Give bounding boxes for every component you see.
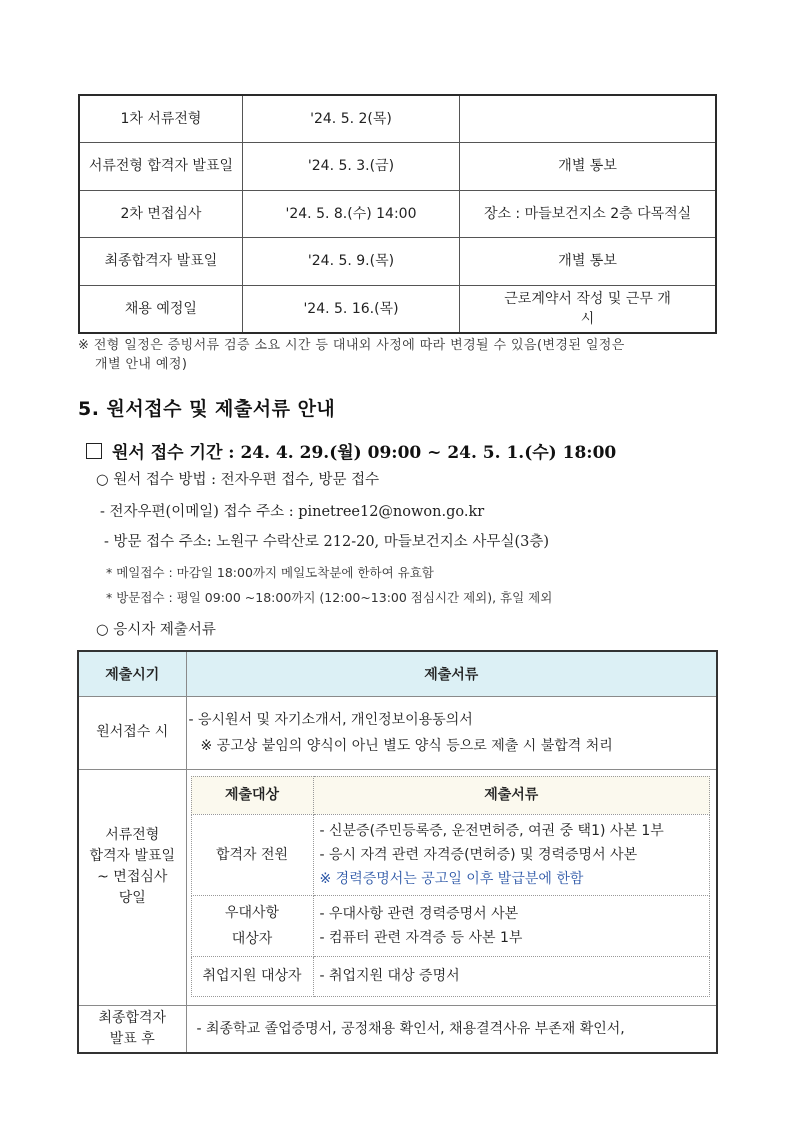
table-row: [78, 696, 717, 769]
doc-item: - 응시 자격 관련 자격증(면허증) 및 경력증명서 사본: [319, 846, 638, 863]
time-cell: 원서접수 시: [78, 696, 186, 769]
target-cell: [191, 895, 313, 956]
time-line: 당일: [118, 890, 146, 906]
table-row: [79, 95, 716, 143]
table-row: [78, 1005, 717, 1053]
note-cell: 근로계약서 작성 및 근무 개시: [460, 285, 716, 333]
stage-cell: 채용 예정일: [79, 285, 242, 333]
schedule-note-line1: ※ 전형 일정은 증빙서류 검증 소요 시간 등 대내외 사정에 따라 변경될 수 있음(변경된 일정은: [78, 338, 625, 353]
note-cell: 장소 : 마들보건지소 2층 다목적실: [460, 190, 716, 238]
doc-item: - 최종학교 졸업증명서, 공정채용 확인서, 채용결격사유 부존재 확인서,: [196, 1020, 625, 1037]
table-row: [79, 285, 716, 333]
table-row: [79, 143, 716, 191]
target-cell: 취업지원 대상자: [191, 956, 313, 996]
stage-cell: 2차 면접심사: [79, 190, 242, 238]
docs-heading: ○ 응시자 제출서류: [96, 622, 216, 638]
square-bullet-icon: [86, 443, 102, 459]
doc-highlight-note: ※ 경력증명서는 공고일 이후 발급분에 한함: [319, 870, 584, 887]
target-cell: 합격자 전원: [191, 814, 313, 895]
docs-cell: [186, 769, 717, 1005]
section-title: 5. 원서접수 및 제출서류 안내: [78, 398, 336, 420]
stage-cell: 서류전형 합격자 발표일: [79, 143, 242, 191]
table-row: [79, 238, 716, 286]
application-method: ○ 원서 접수 방법 : 전자우편 접수, 방문 접수: [96, 472, 380, 488]
column-header-docs: 제출서류: [186, 651, 717, 696]
docs-cell: [186, 696, 717, 769]
inner-docs-cell: [313, 895, 710, 956]
time-line: 발표 후: [109, 1030, 155, 1047]
table-header-row: [78, 651, 717, 696]
visit-note: * 방문접수 : 평일 09:00 ~18:00까지 (12:00~13:00 점심시간 제외), 휴일 제외: [106, 590, 553, 605]
mail-note: * 메일접수 : 마감일 18:00까지 메일도착분에 한하여 유효함: [106, 565, 434, 580]
note-cell: 개별 통보: [460, 143, 716, 191]
time-line: 합격자 발표일: [89, 848, 176, 864]
inner-header-docs: 제출서류: [313, 776, 710, 814]
table-row: [78, 769, 717, 1005]
column-header-time: 제출시기: [78, 651, 186, 696]
schedule-table: [78, 94, 717, 334]
inner-row: [191, 814, 710, 895]
inner-docs-cell: [313, 956, 710, 996]
inner-docs-cell: [313, 814, 710, 895]
doc-item: - 신분증(주민등록증, 운전면허증, 여권 중 택1) 사본 1부: [319, 822, 664, 839]
time-line: ~ 면접심사: [97, 869, 168, 885]
application-period-text: 원서 접수 기간 : 24. 4. 29.(월) 09:00 ~ 24. 5. 1.(수) 18:00: [112, 443, 617, 463]
inner-header-target: 제출대상: [191, 776, 313, 814]
inner-header-row: [191, 776, 710, 814]
date-cell: '24. 5. 2(목): [242, 95, 459, 143]
note-cell: [460, 95, 716, 143]
doc-item: - 컴퓨터 관련 자격증 등 사본 1부: [319, 929, 523, 946]
doc-warning: ※ 공고상 붙임의 양식이 아닌 별도 양식 등으로 제출 시 불합격 처리: [200, 737, 613, 754]
date-cell: '24. 5. 9.(목): [242, 238, 459, 286]
time-cell: [78, 769, 186, 1005]
inner-documents-table: [191, 776, 711, 997]
date-cell: '24. 5. 16.(목): [242, 285, 459, 333]
doc-item: - 취업지원 대상 증명서: [319, 968, 460, 984]
schedule-note: [78, 336, 728, 374]
date-cell: '24. 5. 8.(수) 14:00: [242, 190, 459, 238]
schedule-note-line2: 개별 안내 예정): [95, 357, 188, 372]
inner-row: [191, 895, 710, 956]
stage-cell: 1차 서류전형: [79, 95, 242, 143]
table-row: [79, 190, 716, 238]
visit-address-line: - 방문 접수 주소: 노원구 수락산로 212-20, 마들보건지소 사무실(3층): [104, 534, 549, 550]
email-address-line: - 전자우편(이메일) 접수 주소 : pinetree12@nowon.go.kr: [100, 504, 485, 520]
doc-item: - 우대사항 관련 경력증명서 사본: [319, 905, 519, 922]
target-line: 대상자: [231, 930, 273, 947]
application-period: [86, 438, 616, 463]
time-line: 서류전형: [105, 827, 160, 843]
documents-table: [77, 650, 718, 1054]
time-line: 최종합격자: [98, 1009, 167, 1026]
target-line: 우대사항: [224, 904, 280, 921]
stage-cell: 최종합격자 발표일: [79, 238, 242, 286]
note-cell: 개별 통보: [460, 238, 716, 286]
doc-item: - 응시원서 및 자기소개서, 개인정보이용동의서: [188, 711, 473, 728]
date-cell: '24. 5. 3.(금): [242, 143, 459, 191]
inner-row: [191, 956, 710, 996]
time-cell: [78, 1005, 186, 1053]
docs-cell: [186, 1005, 717, 1053]
